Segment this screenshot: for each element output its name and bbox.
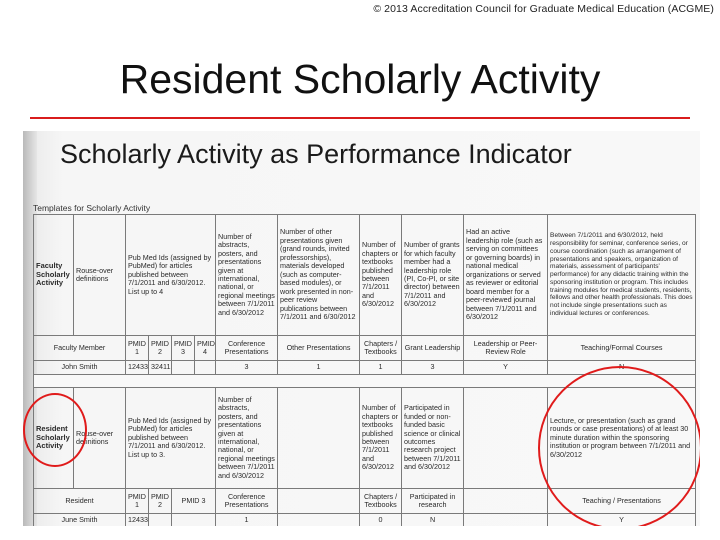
resident-label-highlight-circle (23, 393, 87, 467)
resident-empty-header (278, 489, 360, 514)
scanned-template-image (23, 131, 700, 526)
resident-empty-def-2 (464, 388, 548, 489)
resident-member-value: June Smith (34, 514, 126, 527)
faculty-conf-value: 3 (216, 361, 278, 375)
faculty-pmid3-header: PMID 3 (172, 336, 195, 361)
faculty-teaching-header: Teaching/Formal Courses (548, 336, 696, 361)
faculty-grants-value: 3 (402, 361, 464, 375)
faculty-chapters-header: Chapters / Textbooks (360, 336, 402, 361)
faculty-pmid4-value (195, 361, 216, 375)
faculty-grants-header: Grant Leadership (402, 336, 464, 361)
resident-pmid2-header: PMID 2 (149, 489, 172, 514)
resident-teaching-value: Y (548, 514, 696, 527)
resident-pmid3-value (172, 514, 216, 527)
resident-teaching-header: Teaching / Presentations (548, 489, 696, 514)
resident-research-header: Participated in research (402, 489, 464, 514)
resident-empty-value (278, 514, 360, 527)
resident-pmid3-header: PMID 3 (172, 489, 216, 514)
resident-chapters-header: Chapters / Textbooks (360, 489, 402, 514)
faculty-pmid1-header: PMID 1 (126, 336, 149, 361)
resident-chapters-value: 0 (360, 514, 402, 527)
resident-empty-value-2 (464, 514, 548, 527)
faculty-header-row (34, 336, 696, 361)
resident-conf-def: Number of abstracts, posters, and presentations given at international, national, or regional meetings between 7/1/2011 and 6/30/2012 (216, 388, 278, 489)
resident-pmid2-value (149, 514, 172, 527)
resident-research-def: Participated in funded or non-funded basic science or clinical outcomes research project between 7/1/2011 and 6/30/2012 (402, 388, 464, 489)
faculty-leadership-value: Y (464, 361, 548, 375)
scan-heading: Scholarly Activity as Performance Indicator (60, 139, 572, 169)
resident-empty-header-2 (464, 489, 548, 514)
resident-conf-value: 1 (216, 514, 278, 527)
title-underline (30, 117, 690, 119)
resident-teaching-def: Lecture, or presentation (such as grand rounds or case presentations) of at least 30 minute duration within the sponsoring institution or program between 7/1/2011 and 6/30/2012 (548, 388, 696, 489)
faculty-teaching-value: N (548, 361, 696, 375)
resident-def: Rouse-over definitions (74, 388, 126, 489)
faculty-pmid1-value: 12433 (126, 361, 149, 375)
faculty-leadership-header: Leadership or Peer-Review Role (464, 336, 548, 361)
resident-conf-header: Conference Presentations (216, 489, 278, 514)
faculty-other-def: Number of other presentations given (grand rounds, invited professorships), materials developed (such as computer-based modules), or work presented in non-peer review publications between 7/1/2011 and 6/30/2012 (278, 215, 360, 336)
faculty-grants-def: Number of grants for which faculty member had a leadership role (PI, Co-PI, or site director) between 7/1/2011 and 6/30/2012 (402, 215, 464, 336)
slide-title: Resident Scholarly Activity (119, 56, 601, 102)
copyright-notice: © 2013 Accreditation Council for Graduate Medical Education (ACGME) (373, 3, 714, 15)
faculty-pmid2-value: 32411 (149, 361, 172, 375)
resident-chapters-def: Number of chapters or textbooks published between 7/1/2011 and 6/30/2012 (360, 388, 402, 489)
faculty-pubmed-def: Pub Med Ids (assigned by PubMed) for articles published between 7/1/2011 and 6/30/2012. List up to 4 (126, 215, 216, 336)
faculty-member-value: John Smith (34, 361, 126, 375)
faculty-conf-def: Number of abstracts, posters, and presentations given at international, national, or regional meetings between 7/1/2011 and 6/30/2012 (216, 215, 278, 336)
faculty-def: Rouse-over definitions (74, 215, 126, 336)
faculty-other-header: Other Presentations (278, 336, 360, 361)
resident-pmid1-header: PMID 1 (126, 489, 149, 514)
faculty-pmid3-value (172, 361, 195, 375)
faculty-chapters-def: Number of chapters or textbooks published between 7/1/2011 and 6/30/2012 (360, 215, 402, 336)
resident-member-header: Resident (34, 489, 126, 514)
faculty-other-value: 1 (278, 361, 360, 375)
faculty-leadership-def: Had an active leadership role (such as serving on committees or governing boards) in national medical organizations or served as reviewer or editorial board member for a peer-reviewed journal between 7/1/2011 and 6/30/2012 (464, 215, 548, 336)
resident-row-label: Resident Scholarly Activity (34, 388, 74, 489)
resident-pubmed-def: Pub Med Ids (assigned by PubMed) for articles published between 7/1/2011 and 6/30/2012. List up to 3. (126, 388, 216, 489)
resident-pmid1-value: 12433 (126, 514, 149, 527)
resident-empty-def (278, 388, 360, 489)
faculty-chapters-value: 1 (360, 361, 402, 375)
templates-label: Templates for Scholarly Activity (33, 203, 151, 213)
faculty-definitions-row (34, 215, 696, 336)
faculty-conf-header: Conference Presentations (216, 336, 278, 361)
faculty-pmid2-header: PMID 2 (149, 336, 172, 361)
teaching-highlight-circle (538, 366, 700, 526)
faculty-pmid4-header: PMID 4 (195, 336, 216, 361)
faculty-row-label: Faculty Scholarly Activity (34, 215, 74, 336)
resident-research-value: N (402, 514, 464, 527)
faculty-teaching-def: Between 7/1/2011 and 6/30/2012, held responsibility for seminar, conference series, or course coordination (such as arrangement of presentations and speakers, organization of materials, assessment of participants' performance) for any didactic training within the sponsoring institution or program. This includes training modules for medical students, residents, fellows and other health professionals. This does not include single presentations such as individual lectures or conferences. (548, 215, 696, 336)
faculty-member-header: Faculty Member (34, 336, 126, 361)
